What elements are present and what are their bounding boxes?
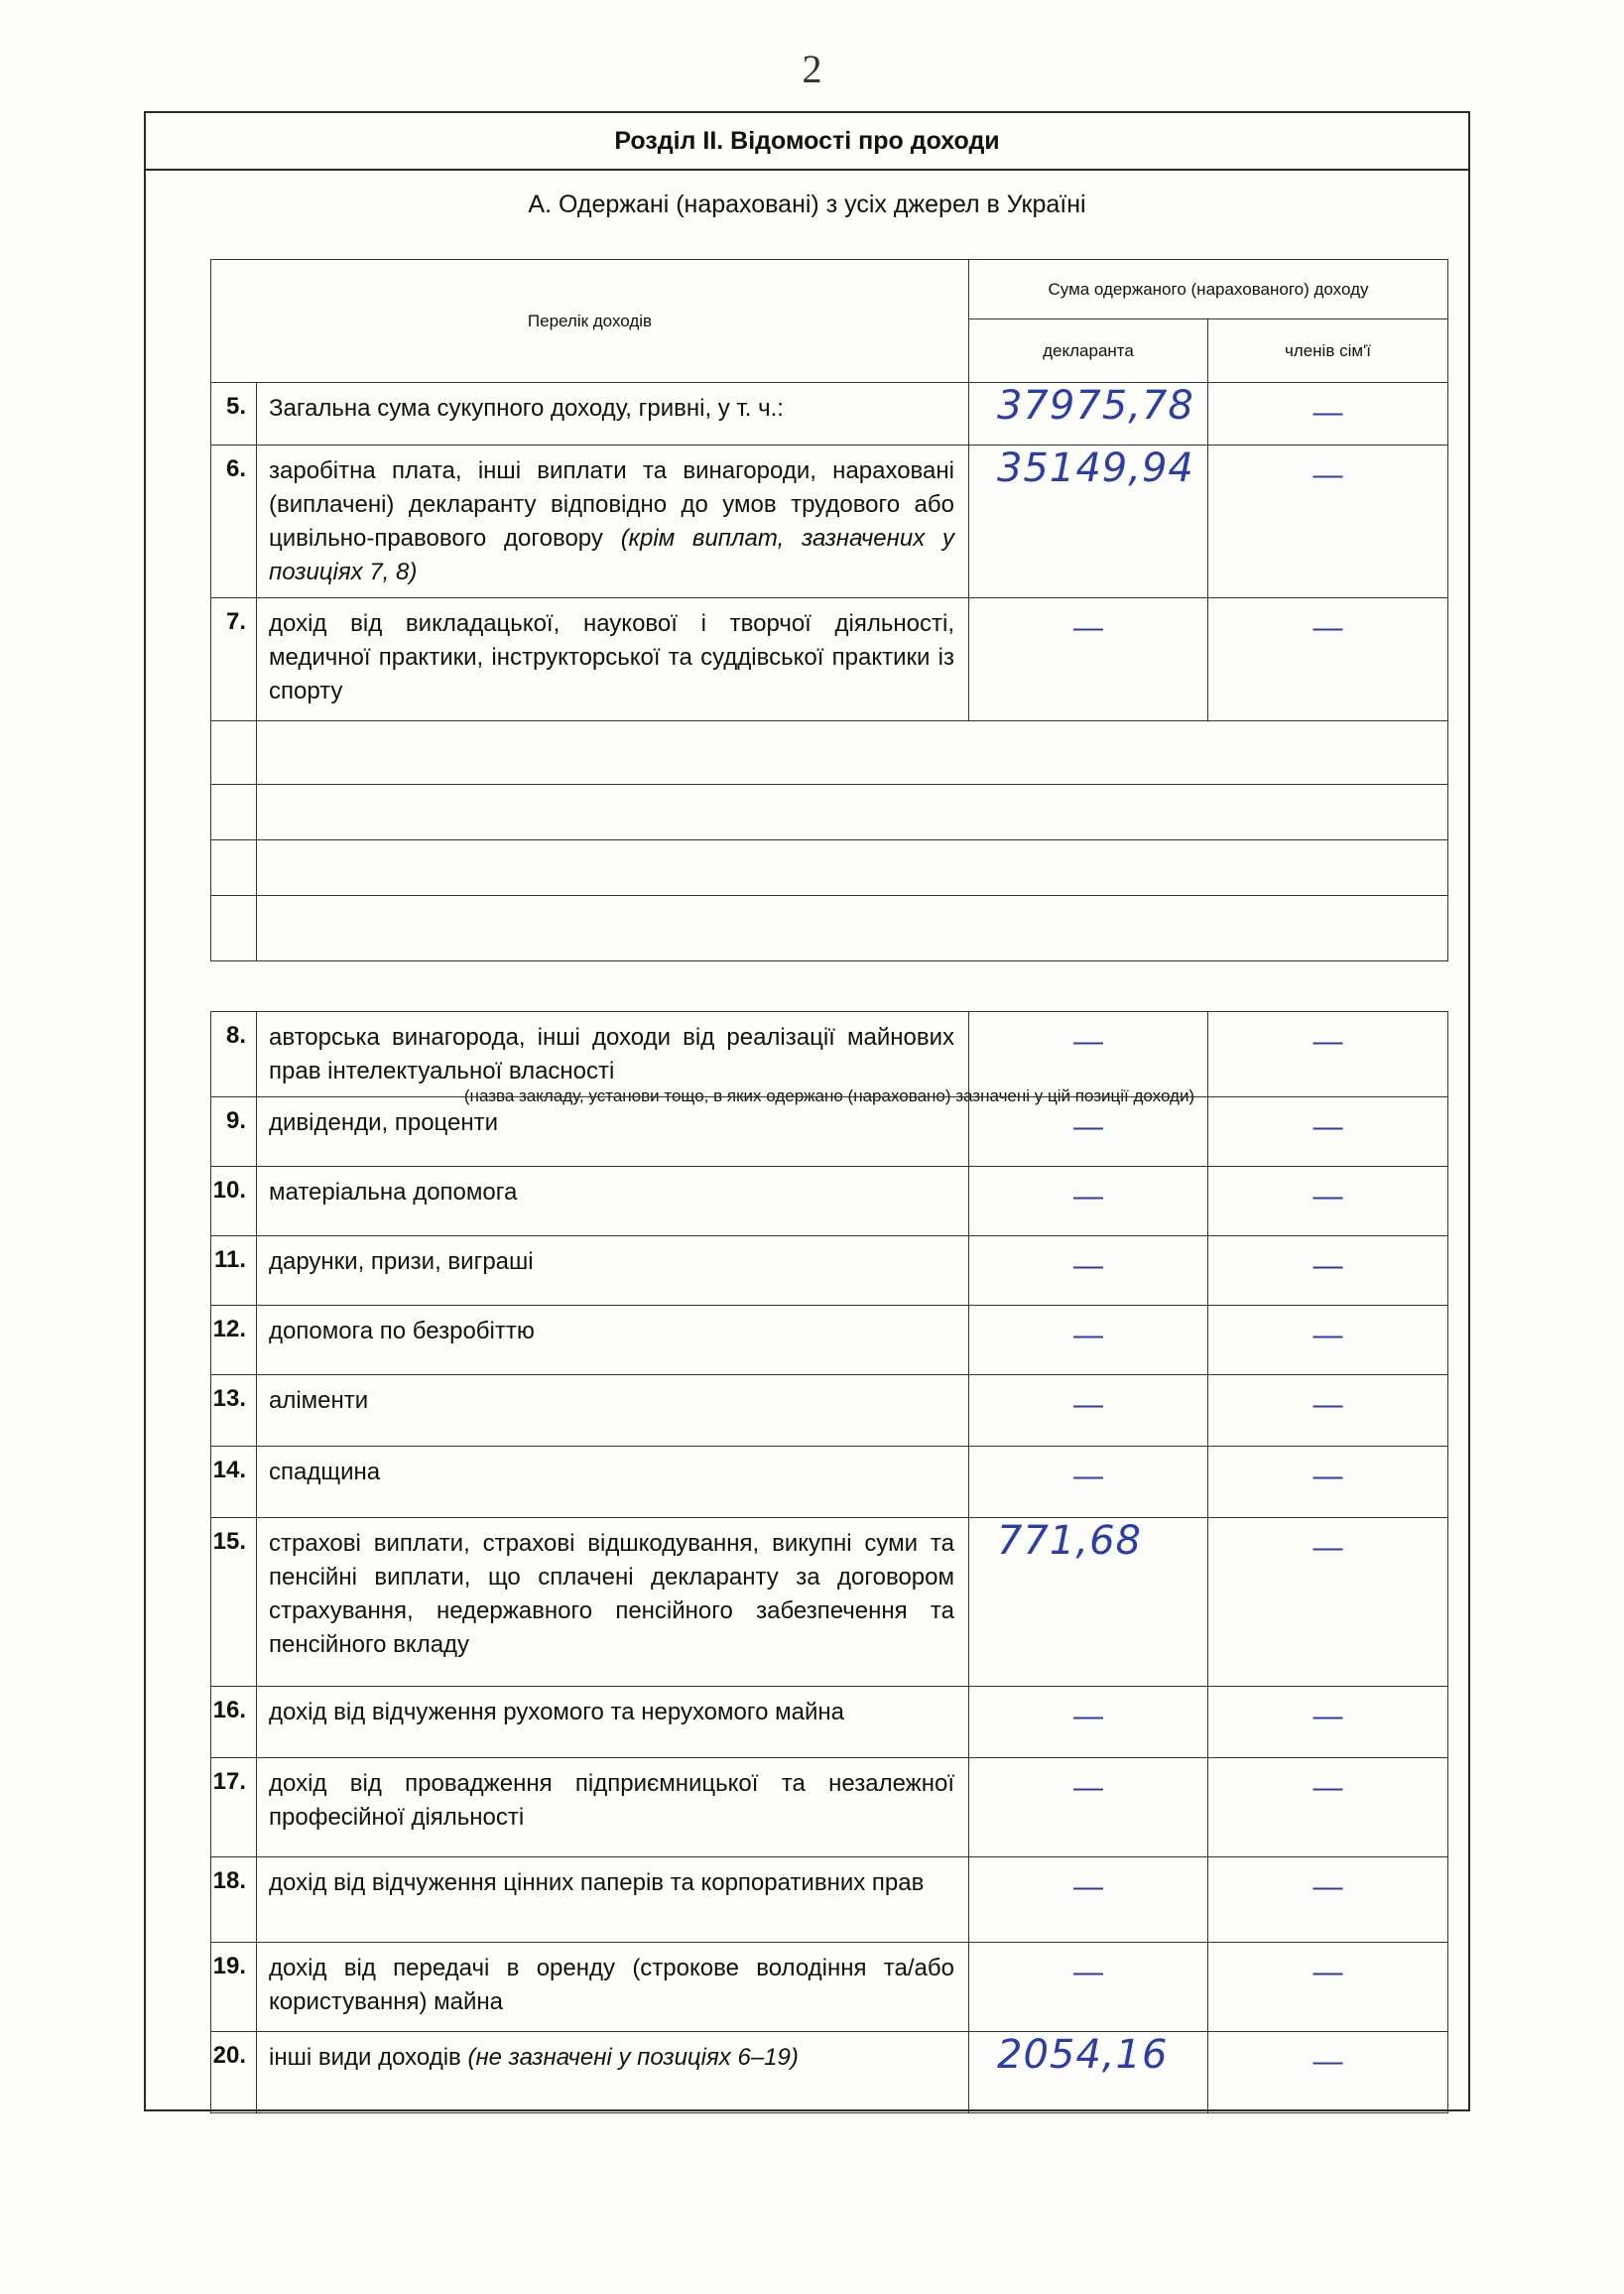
- table-row: [211, 1943, 1448, 2032]
- income-label: Загальна сума сукупного доходу, гривні, у т. ч.:: [269, 395, 784, 422]
- family-amount: —: [1208, 1375, 1448, 1447]
- income-label: дохід від передачі в оренду (строкове володіння та/або користування) майна: [269, 1955, 954, 2015]
- family-amount: —: [1208, 1097, 1448, 1167]
- row-number: 10.: [211, 1167, 257, 1236]
- declarant-amount: 37975,78: [968, 383, 1207, 446]
- subsection-title: А. Одержані (нараховані) з усіх джерел в Україні: [528, 191, 1086, 218]
- income-description: [257, 1447, 969, 1518]
- declarant-amount: —: [969, 1857, 1208, 1943]
- table-row: [211, 1687, 1448, 1758]
- income-description: [257, 1518, 969, 1687]
- table-row: [211, 1447, 1448, 1518]
- declarant-amount: —: [969, 1758, 1208, 1857]
- income-label: авторська винагорода, інші доходи від реалізації майнових прав інтелектуальної власності: [269, 1024, 954, 1084]
- family-amount: —: [1208, 1518, 1448, 1687]
- row-number: 13.: [211, 1375, 257, 1447]
- declarant-amount: —: [969, 1012, 1208, 1097]
- table-row: [211, 1306, 1448, 1375]
- declarant-amount: —: [969, 1943, 1208, 2032]
- income-label: спадщина: [269, 1459, 381, 1485]
- income-note: (не зазначені у позиціях 6–19): [467, 2044, 799, 2071]
- declarant-amount: —: [969, 1236, 1208, 1306]
- declarant-header: декларанта: [968, 319, 1207, 383]
- declarant-amount: —: [969, 1097, 1208, 1167]
- income-label: дарунки, призи, виграші: [269, 1248, 534, 1275]
- section-title: Розділ II. Відомості про доходи: [146, 113, 1468, 171]
- row-number: 18.: [211, 1857, 257, 1943]
- table-row: [211, 1012, 1448, 1097]
- income-description: [257, 1097, 969, 1167]
- income-label: інші види доходів: [269, 2044, 461, 2071]
- income-note: (крім виплат, зазначених у позиціях 7, 8): [269, 525, 954, 585]
- income-label: дохід від викладацької, наукової і творчої діяльності, медичної практики, інструкторської та суддівської практики із спорту: [269, 610, 954, 704]
- income-description: [257, 1236, 969, 1306]
- declarant-amount: —: [969, 1375, 1208, 1447]
- declarant-amount: —: [969, 1306, 1208, 1375]
- income-description: [257, 2032, 969, 2113]
- row-number: 19.: [211, 1943, 257, 2032]
- family-amount: —: [1208, 1687, 1448, 1758]
- income-label: аліменти: [269, 1387, 369, 1414]
- row-number: 8.: [211, 1012, 257, 1097]
- table-header-row: [211, 260, 1448, 319]
- family-amount: —: [1208, 1758, 1448, 1857]
- table-row: [211, 1857, 1448, 1943]
- row-number: 16.: [211, 1687, 257, 1758]
- table-row: [211, 383, 1448, 446]
- blank-row: [211, 840, 1448, 896]
- income-table-top: [210, 259, 1448, 961]
- table-row: [211, 2032, 1448, 2113]
- income-description: [257, 1687, 969, 1758]
- declarant-amount: —: [969, 1447, 1208, 1518]
- income-label: дохід від провадження підприємницької та незалежної професійної діяльності: [269, 1770, 954, 1831]
- row-number: 20.: [211, 2032, 257, 2113]
- family-amount: —: [1208, 1857, 1448, 1943]
- row-number: 12.: [211, 1306, 257, 1375]
- income-label: дивіденди, проценти: [269, 1109, 499, 1136]
- institution-caption: (назва закладу, установи тощо, в яких одержано (нараховано) зазначені у цій позиції доходи): [463, 1086, 1195, 1105]
- blank-row: [211, 896, 1448, 961]
- table-row: [211, 1097, 1448, 1167]
- row-number: 14.: [211, 1447, 257, 1518]
- income-label: допомога по безробіттю: [269, 1318, 535, 1344]
- declarant-amount: 2054,16: [969, 2032, 1208, 2113]
- row-number: 6.: [211, 446, 257, 598]
- row-number: 9.: [211, 1097, 257, 1167]
- income-label: страхові виплати, страхові відшкодування, викупні суми та пенсійні виплати, що сплачені декларанту за договором страхування, недержавного пенсійного забезпечення та пенсійного вкладу: [269, 1530, 954, 1658]
- family-amount: —: [1208, 1012, 1448, 1097]
- rows-bottom: [211, 1012, 1448, 2113]
- family-amount: —: [1207, 598, 1447, 721]
- declarant-amount: —: [969, 1167, 1208, 1236]
- income-description: [257, 446, 969, 598]
- income-section-frame: [144, 111, 1470, 2111]
- blank-row: [211, 785, 1448, 840]
- income-table-bottom: [210, 1011, 1448, 2113]
- table-row: [211, 1518, 1448, 1687]
- rows-top: [211, 383, 1448, 961]
- row-number: 11.: [211, 1236, 257, 1306]
- page-number: 2: [802, 47, 822, 91]
- row-number: 7.: [211, 598, 257, 721]
- income-label: заробітна плата, інші виплати та винагороди, нараховані (виплачені) декларанту відповідно до умов трудового або цивільно-правового договору: [269, 457, 954, 552]
- family-amount: —: [1207, 383, 1447, 446]
- income-description: [257, 598, 969, 721]
- income-description: [257, 1306, 969, 1375]
- family-amount: —: [1208, 1167, 1448, 1236]
- income-description: [257, 383, 969, 446]
- income-label: дохід від відчуження рухомого та нерухомого майна: [269, 1699, 844, 1725]
- family-amount: —: [1208, 1943, 1448, 2032]
- table-row: [211, 598, 1448, 721]
- row-number: 17.: [211, 1758, 257, 1857]
- declarant-amount: —: [968, 598, 1207, 721]
- table-row: [211, 1375, 1448, 1447]
- income-description: [257, 1857, 969, 1943]
- income-description: [257, 1375, 969, 1447]
- income-description: [257, 1943, 969, 2032]
- row-number: 5.: [211, 383, 257, 446]
- income-label: дохід від відчуження цінних паперів та корпоративних прав: [269, 1869, 925, 1896]
- declarant-amount: 771,68: [969, 1518, 1208, 1687]
- family-header: членів сім'ї: [1207, 319, 1447, 383]
- income-description: [257, 1758, 969, 1857]
- table-row: [211, 1167, 1448, 1236]
- family-amount: —: [1208, 2032, 1448, 2113]
- table-row: [211, 1236, 1448, 1306]
- family-amount: —: [1208, 1447, 1448, 1518]
- blank-row: [211, 721, 1448, 785]
- family-amount: —: [1208, 1306, 1448, 1375]
- sum-header: Сума одержаного (нарахованого) доходу: [968, 260, 1447, 319]
- income-description: [257, 1167, 969, 1236]
- table-row: [211, 1758, 1448, 1857]
- declarant-amount: —: [969, 1687, 1208, 1758]
- table-row: [211, 446, 1448, 598]
- income-label: матеріальна допомога: [269, 1179, 518, 1206]
- income-description: [257, 1012, 969, 1097]
- family-amount: —: [1208, 1236, 1448, 1306]
- family-amount: —: [1207, 446, 1447, 598]
- list-header: Перелік доходів: [211, 260, 969, 383]
- row-number: 15.: [211, 1518, 257, 1687]
- declarant-amount: 35149,94: [968, 446, 1207, 598]
